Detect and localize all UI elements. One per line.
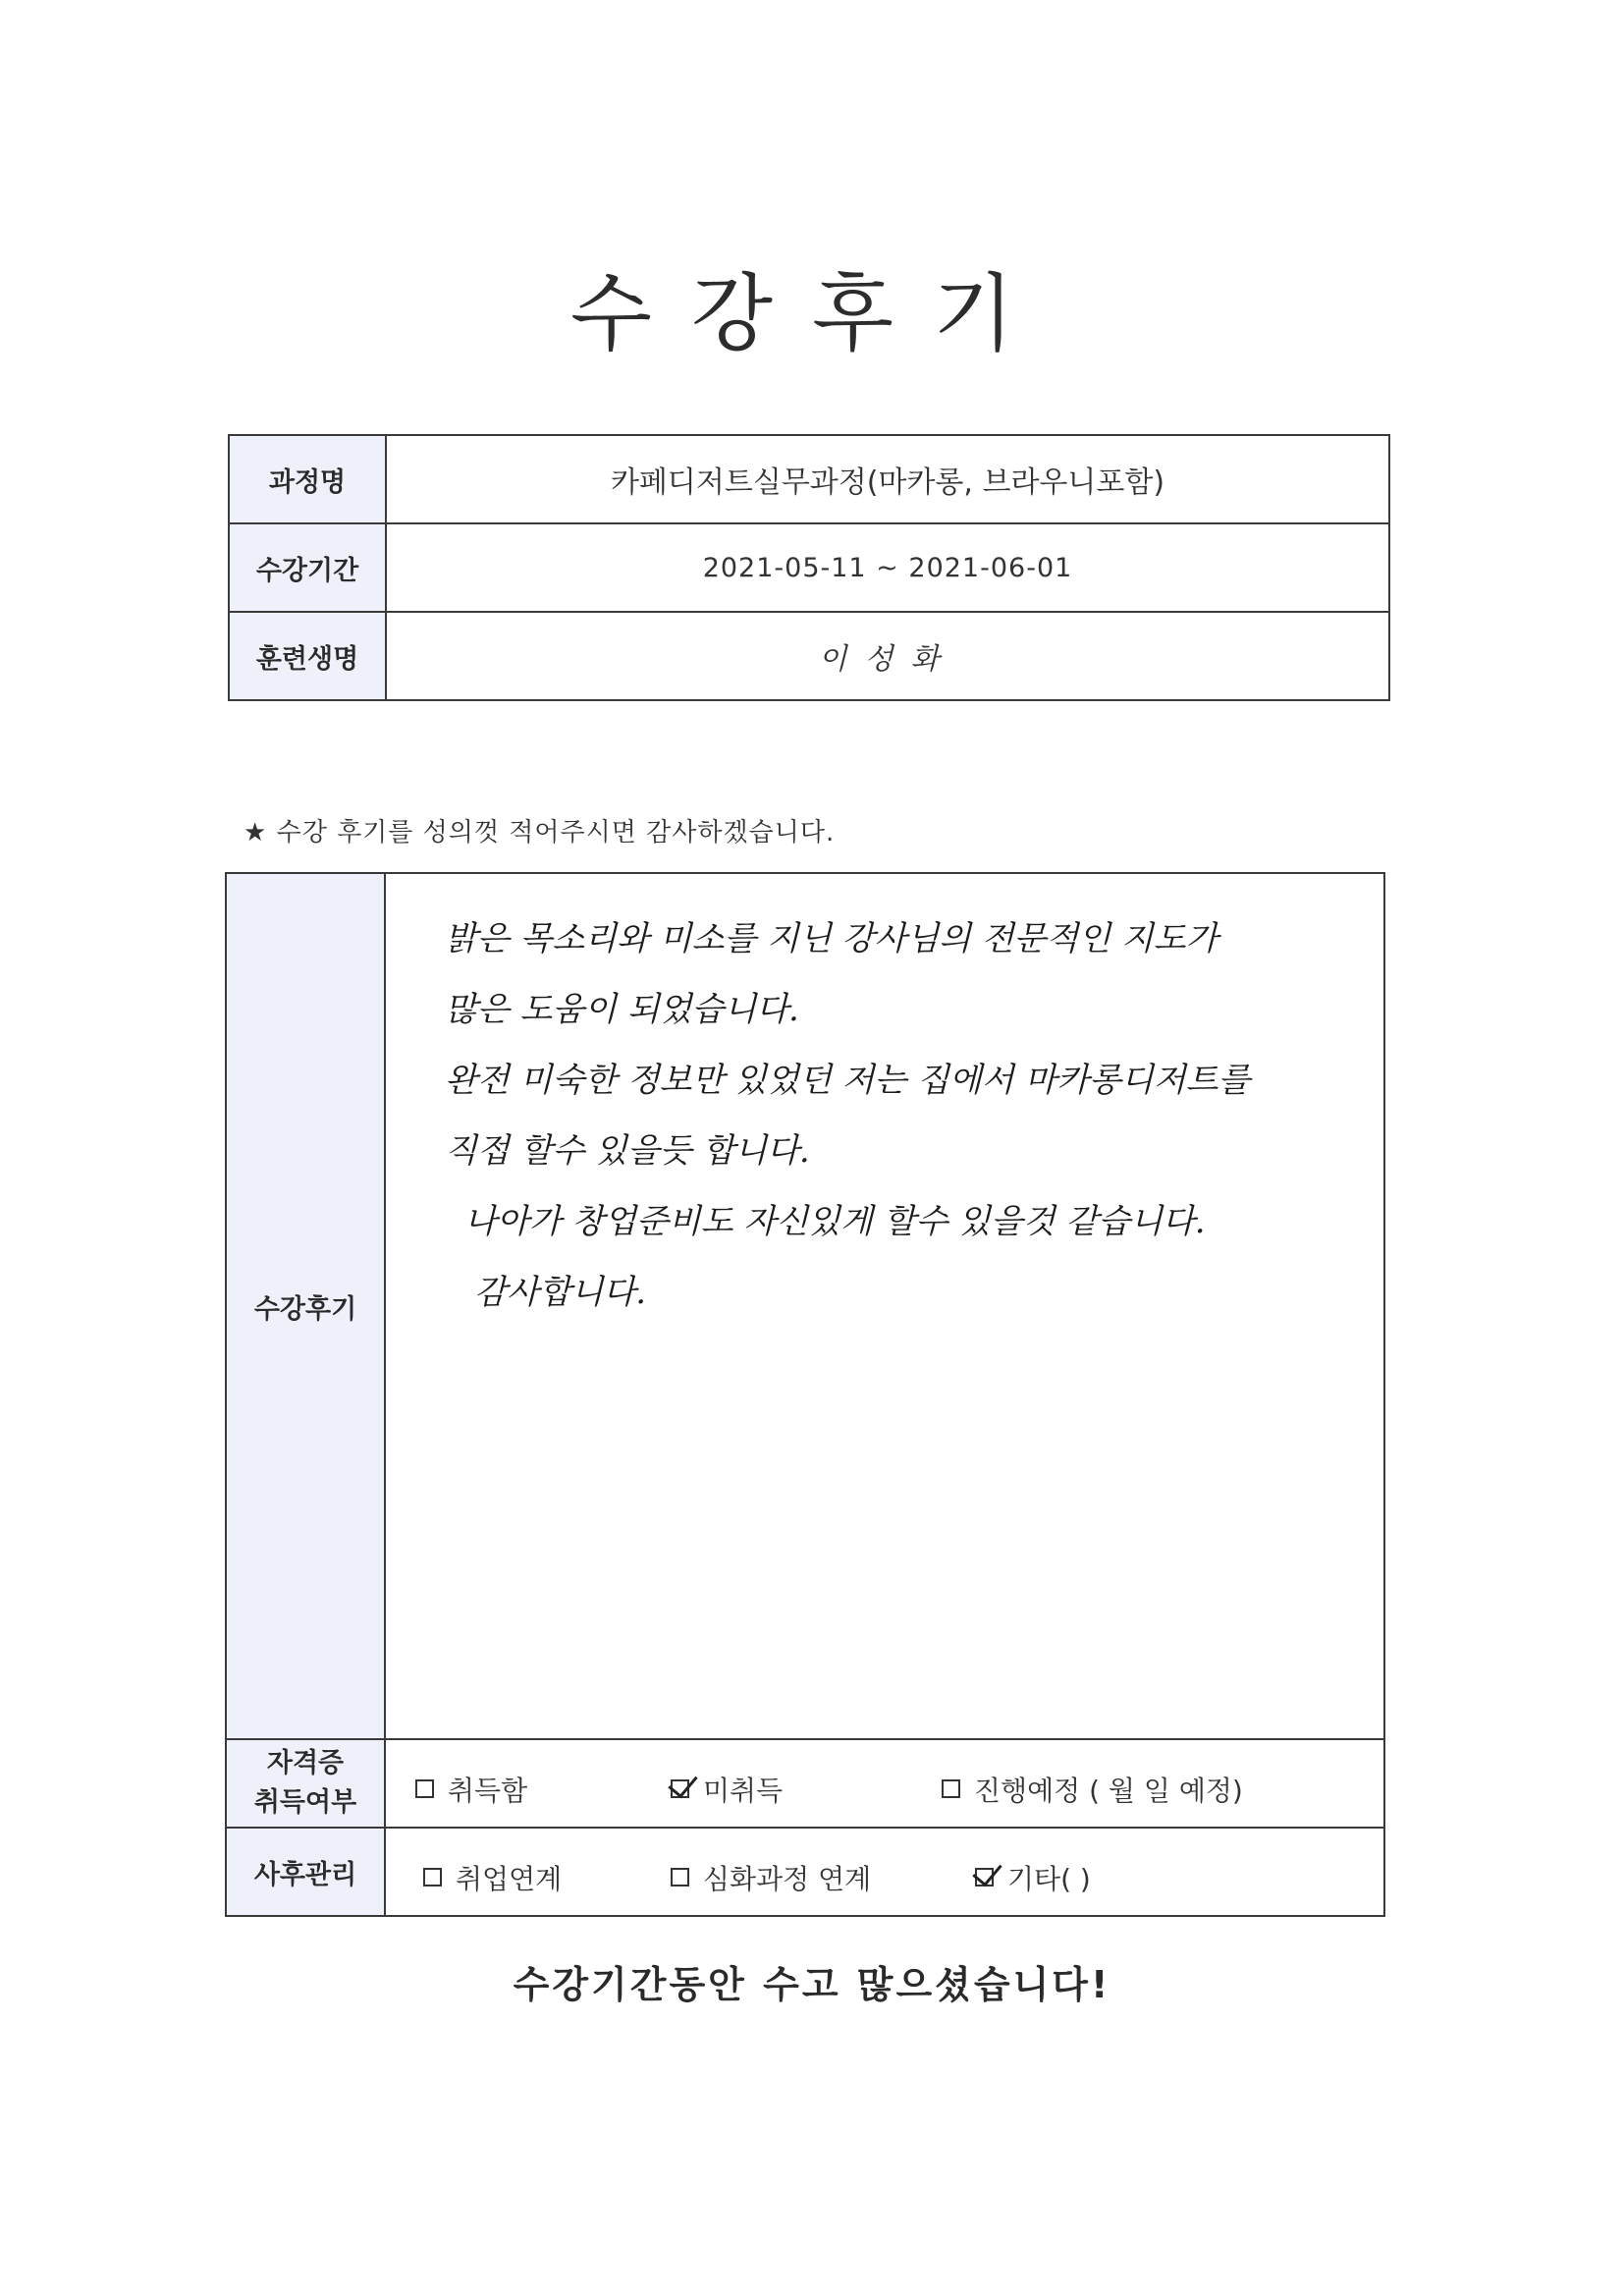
trainee-row [229, 612, 1389, 700]
trainee-name-handwritten: 이성화 [386, 612, 1389, 700]
course-value: 카페디저트실무과정(마카롱, 브라우니포함) [386, 435, 1389, 523]
notice-text: ★ 수강 후기를 성의껏 적어주시면 감사하겠습니다. [244, 818, 836, 847]
course-label: 과정명 [229, 435, 386, 523]
review-line: 직접 할수 있을듯 합니다. [445, 1131, 810, 1171]
checked-checkbox-icon[interactable] [975, 1868, 994, 1886]
option-label: 미취득 [703, 1775, 784, 1807]
review-line: 나아가 창업준비도 자신있게 할수 있을것 같습니다. [464, 1202, 1206, 1241]
aftercare-options [385, 1828, 1384, 1916]
checkbox-icon[interactable] [671, 1868, 689, 1886]
period-label: 수강기간 [229, 523, 386, 612]
certificate-label-line1: 자격증 [266, 1748, 345, 1778]
certificate-label [226, 1739, 385, 1828]
certificate-option-obtained[interactable] [415, 1770, 527, 1809]
certificate-option-in-progress[interactable] [942, 1770, 1243, 1809]
aftercare-label: 사후관리 [226, 1828, 385, 1916]
aftercare-option-advanced-course[interactable] [671, 1858, 871, 1897]
certificate-row [226, 1739, 1384, 1828]
review-line: 많은 도움이 되었습니다. [445, 990, 799, 1029]
review-line: 완전 미숙한 정보만 있었던 저는 집에서 마카롱디저트를 [445, 1061, 1251, 1100]
certificate-options [385, 1739, 1384, 1828]
checked-checkbox-icon[interactable] [671, 1779, 689, 1798]
review-handwritten-text [386, 874, 1383, 1328]
certificate-label-line2: 취득여부 [253, 1787, 357, 1818]
option-label: 취업연계 [456, 1863, 563, 1895]
course-row [229, 435, 1389, 523]
certificate-option-not-obtained[interactable] [671, 1770, 783, 1809]
option-label: 기타( ) [1007, 1863, 1091, 1895]
footer-message: 수강기간동안 수고 많으셨습니다! [513, 1963, 1111, 2006]
aftercare-option-employment[interactable] [423, 1858, 562, 1897]
review-body [385, 873, 1384, 1739]
aftercare-option-other[interactable] [975, 1858, 1091, 1897]
course-info-table [228, 434, 1390, 701]
review-table [225, 872, 1385, 1917]
checkbox-icon[interactable] [423, 1868, 442, 1886]
review-row [226, 873, 1384, 1739]
review-line: 감사합니다. [474, 1273, 647, 1312]
option-label: 진행예정 ( 월 일 예정) [974, 1775, 1243, 1807]
review-label: 수강후기 [226, 873, 385, 1739]
document-title: 수강후기 [569, 265, 1055, 363]
checkbox-icon[interactable] [415, 1779, 434, 1798]
period-row [229, 523, 1389, 612]
option-label: 취득함 [448, 1775, 528, 1807]
review-line: 밝은 목소리와 미소를 지닌 강사님의 전문적인 지도가 [445, 919, 1218, 958]
period-value: 2021-05-11 ~ 2021-06-01 [386, 523, 1389, 612]
aftercare-row [226, 1828, 1384, 1916]
trainee-label: 훈련생명 [229, 612, 386, 700]
option-label: 심화과정 연계 [703, 1863, 872, 1895]
checkbox-icon[interactable] [942, 1779, 960, 1798]
